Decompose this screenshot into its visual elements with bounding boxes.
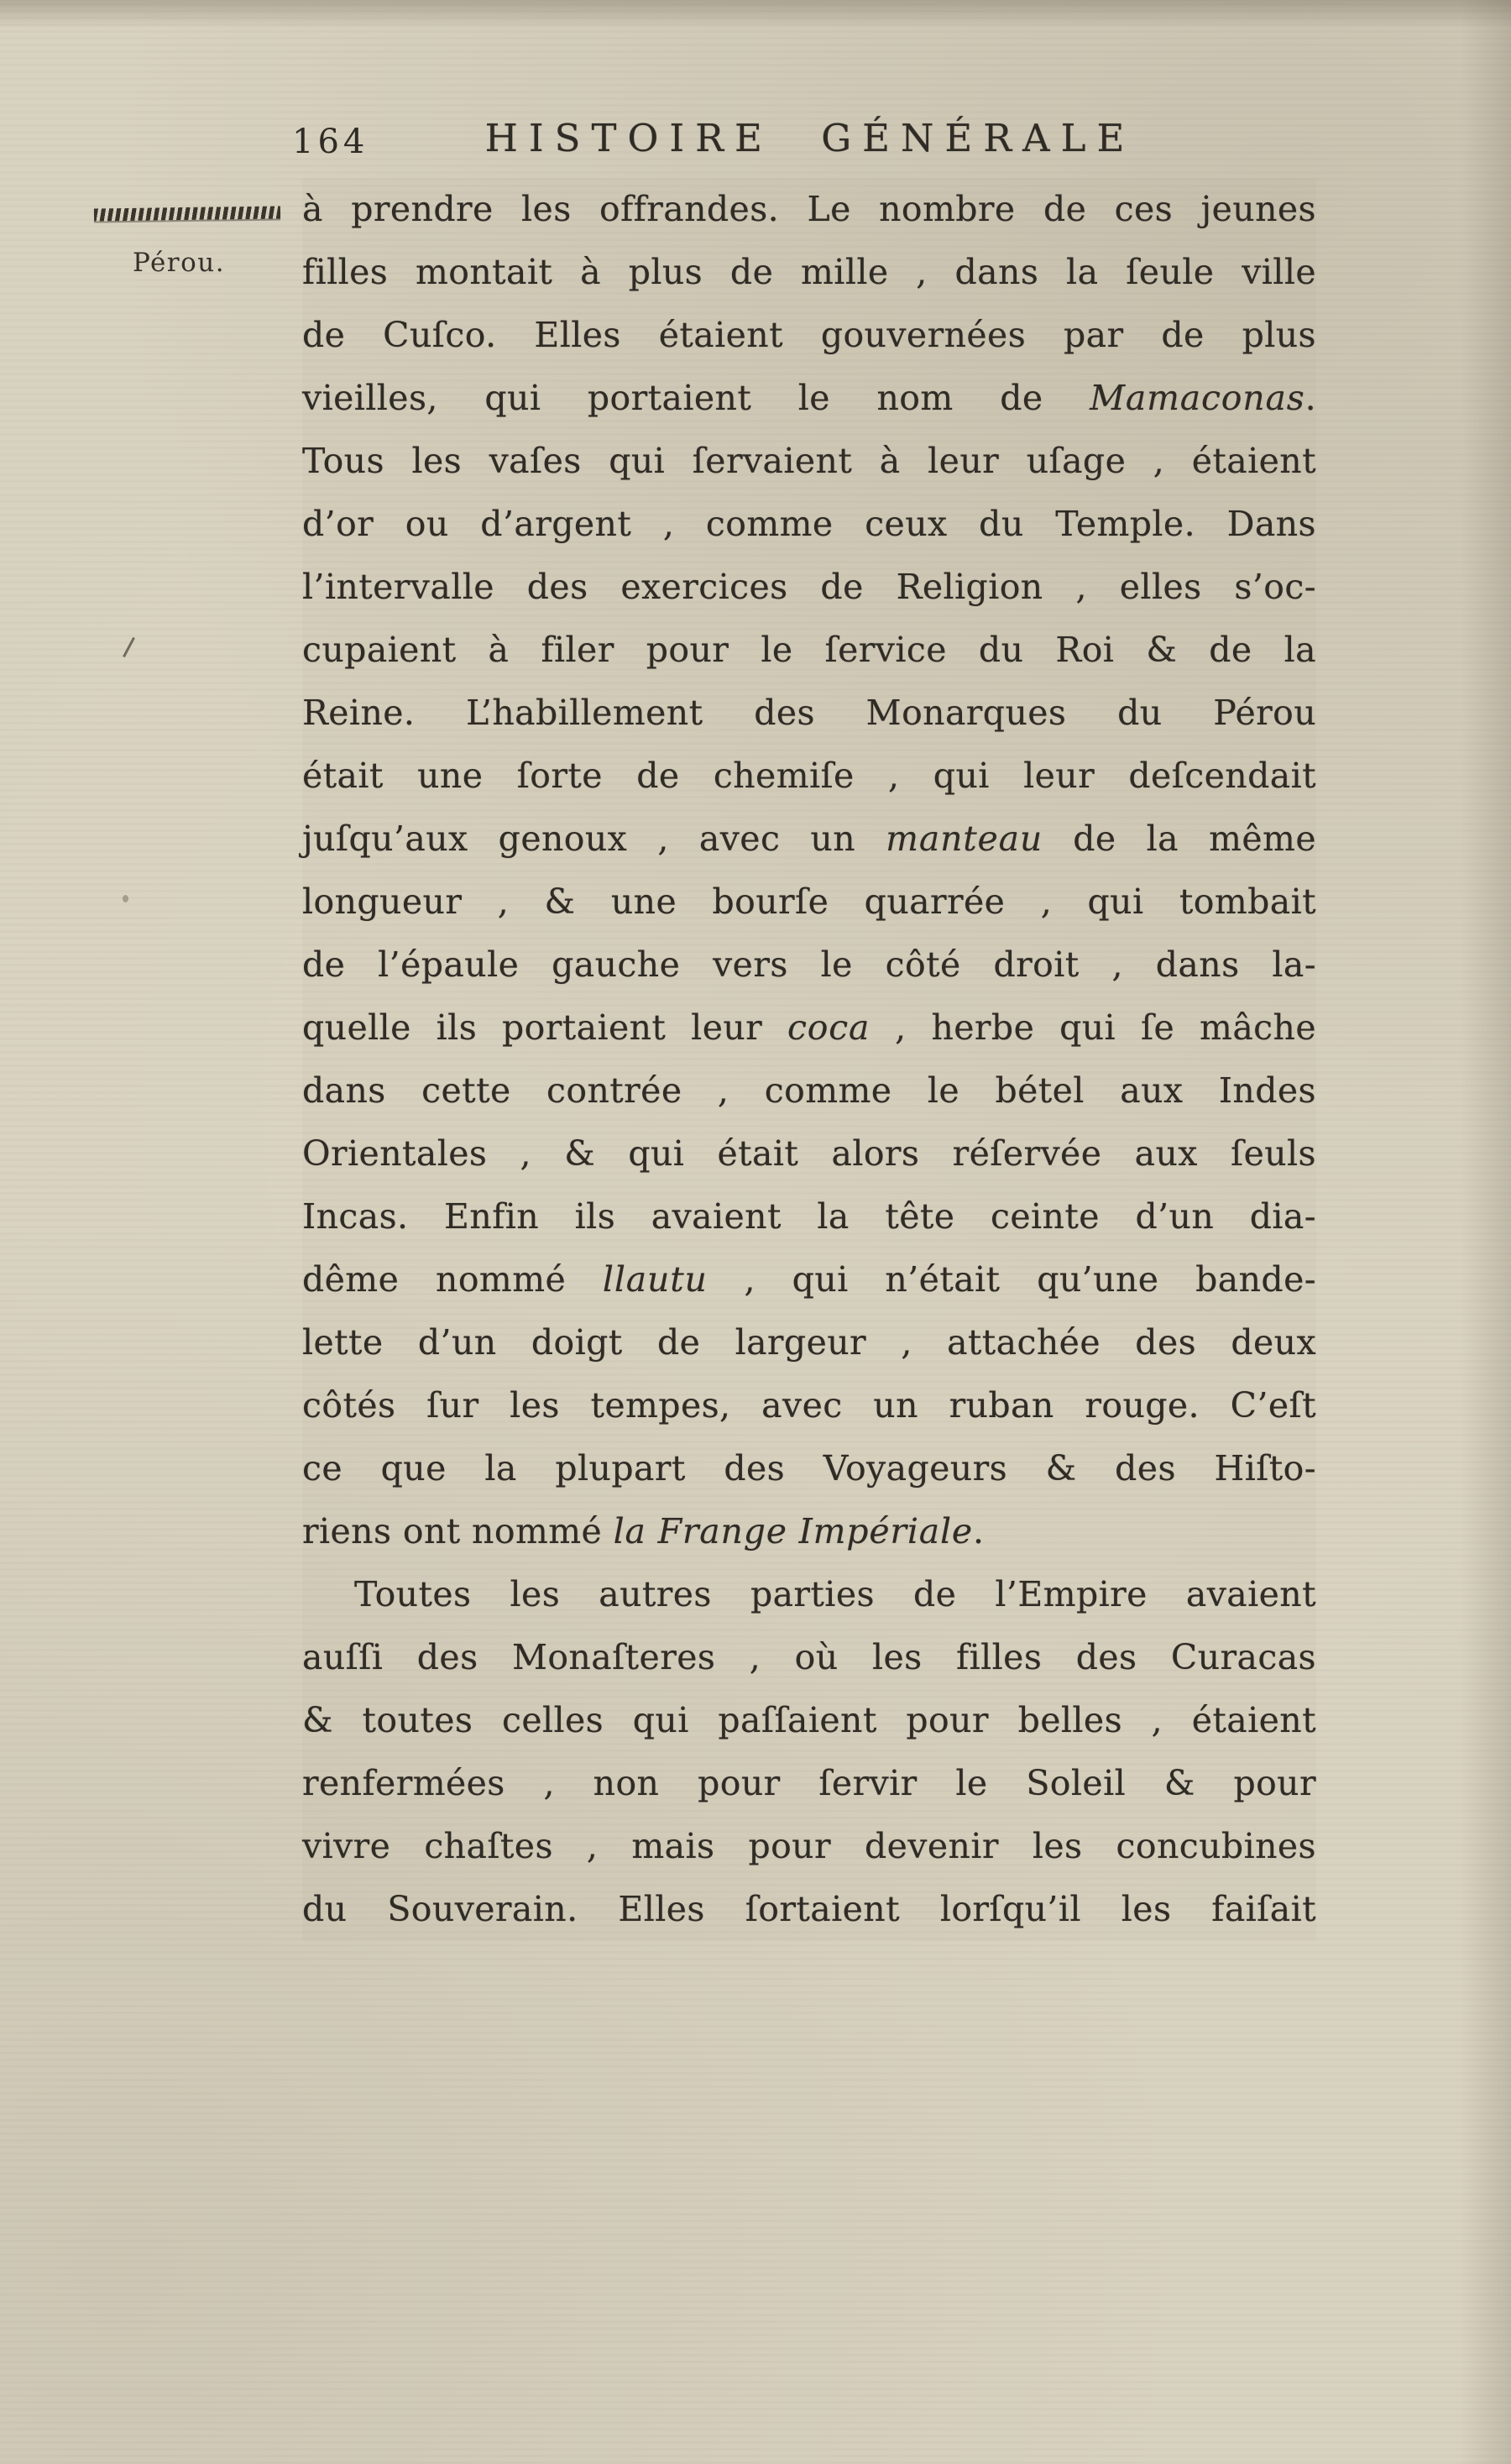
text-line (302, 1752, 1316, 1815)
text-line (302, 1059, 1316, 1122)
text-line (302, 1815, 1316, 1878)
text-line (302, 1878, 1316, 1941)
roman-text: renfermées , non pour ſervir le Soleil & pour (302, 1763, 1316, 1803)
text-line (302, 1185, 1316, 1248)
text-line (302, 934, 1316, 997)
text-line (302, 493, 1316, 556)
text-line (302, 1689, 1316, 1752)
roman-text: cupaient à filer pour le ſervice du Roi & de la (302, 630, 1316, 670)
text-line (302, 1122, 1316, 1185)
roman-text: de la même (1043, 819, 1316, 859)
roman-text: Tous les vaſes qui ſervaient à leur uſage , étaient (302, 441, 1316, 481)
roman-text: Toutes les autres parties de l’Empire avaient (354, 1574, 1316, 1614)
page-number: 164 (292, 123, 369, 161)
roman-text: juſqu’aux genoux , avec un (302, 819, 886, 859)
roman-text: vivre chaſtes , mais pour devenir les concubines (302, 1826, 1316, 1866)
roman-text: Reine. L’habillement des Monarques du Pérou (302, 693, 1316, 733)
margin-rule-ornament (94, 206, 280, 221)
roman-text: dans cette contrée , comme le bétel aux Indes (302, 1070, 1316, 1111)
roman-text: . (1304, 378, 1316, 418)
roman-text: de Cuſco. Elles étaient gouvernées par de plus (302, 315, 1316, 355)
text-line (302, 619, 1316, 682)
roman-text: à prendre les offrandes. Le nombre de ces jeunes (302, 189, 1316, 229)
roman-text: du Souverain. Elles ſortaient lorſqu’il les faiſait (302, 1889, 1316, 1929)
body-text (302, 178, 1316, 1941)
text-line (302, 1437, 1316, 1500)
roman-text: dême nommé (302, 1259, 603, 1300)
roman-text: ce que la plupart des Voyageurs & des Hiſto- (302, 1448, 1316, 1488)
roman-text: Orientales , & qui était alors réſervée aux ſeuls (302, 1133, 1316, 1174)
margin-note: Pérou. (133, 248, 226, 278)
page-title: HISTOIRE GÉNÉRALE (484, 116, 1136, 160)
text-line (302, 745, 1316, 808)
roman-text: vieilles, qui portaient le nom de (302, 378, 1090, 418)
italic-text: manteau (886, 819, 1043, 859)
italic-text: Mamaconas (1090, 378, 1305, 418)
roman-text: d’or ou d’argent , comme ceux du Temple. Dans (302, 504, 1316, 544)
roman-text: & toutes celles qui paſſaient pour belles , étaient (302, 1700, 1316, 1740)
roman-text: côtés ſur les tempes, avec un ruban rouge. C’eſt (302, 1385, 1316, 1426)
italic-text: llautu (602, 1259, 708, 1300)
paper-speck (123, 895, 128, 902)
italic-text: la Frange Impériale (613, 1511, 973, 1551)
text-line (302, 1311, 1316, 1374)
roman-text: Incas. Enfin ils avaient la tête ceinte d’un dia- (302, 1196, 1316, 1237)
text-line (302, 871, 1316, 934)
roman-text: l’intervalle des exercices de Religion , elles s’oc- (302, 567, 1316, 607)
text-line (302, 682, 1316, 745)
roman-text: , qui n’était qu’une bande- (707, 1259, 1316, 1300)
text-line (302, 997, 1316, 1059)
text-line (302, 1500, 1316, 1563)
roman-text: auſſi des Monaſteres , où les filles des Curacas (302, 1637, 1316, 1677)
paper-speck (123, 637, 135, 657)
roman-text: quelle ils portaient leur (302, 1007, 788, 1048)
running-head (292, 116, 1318, 166)
text-line (302, 1248, 1316, 1311)
roman-text: . (972, 1511, 985, 1551)
text-line (302, 1374, 1316, 1437)
text-line (302, 430, 1316, 493)
text-line (302, 556, 1316, 619)
text-line (302, 1626, 1316, 1689)
roman-text: de l’épaule gauche vers le côté droit , dans la- (302, 944, 1316, 985)
roman-text: riens ont nommé (302, 1511, 614, 1551)
text-line (302, 808, 1316, 871)
roman-text: , herbe qui ſe mâche (870, 1007, 1316, 1048)
text-line (302, 304, 1316, 367)
text-line (302, 241, 1316, 304)
roman-text: était une ſorte de chemiſe , qui leur deſcendait (302, 756, 1316, 796)
roman-text: longueur , & une bourſe quarrée , qui tombait (302, 881, 1316, 922)
text-line (302, 1563, 1316, 1626)
text-line (302, 367, 1316, 430)
roman-text: filles montait à plus de mille , dans la ſeule ville (302, 252, 1316, 292)
roman-text: lette d’un doigt de largeur , attachée des deux (302, 1322, 1316, 1363)
italic-text: coca (787, 1007, 871, 1048)
text-line (302, 178, 1316, 241)
